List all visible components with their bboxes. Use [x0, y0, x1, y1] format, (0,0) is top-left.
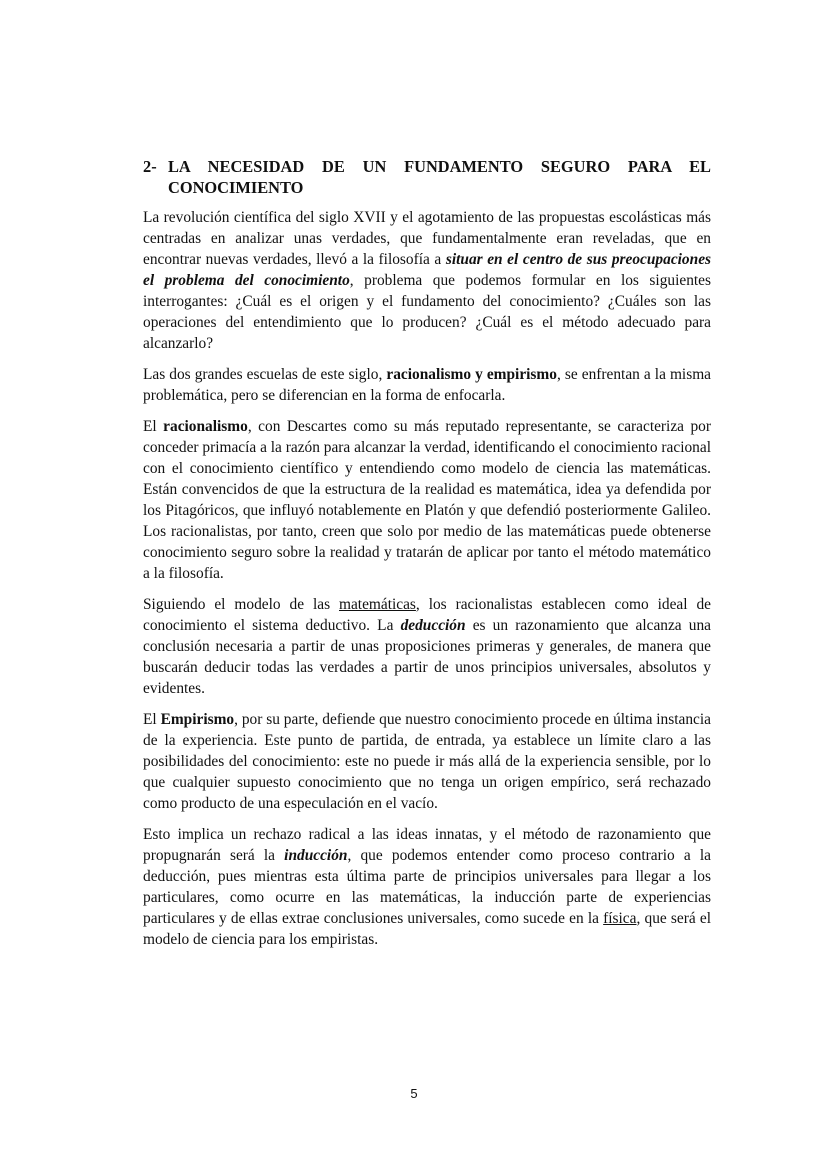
text-run: Esto implica un rechazo radical a las ideas innatas, y el método de razonamiento que propugnarán será la: [143, 826, 711, 864]
text-run: Siguiendo el modelo de las: [143, 596, 339, 613]
section-heading: [143, 156, 711, 198]
paragraph-empiricism: [143, 709, 711, 814]
bold-text: racionalismo: [163, 418, 248, 435]
underlined-link-fisica[interactable]: física: [603, 910, 637, 927]
text-run: Las dos grandes escuelas de este siglo,: [143, 366, 387, 383]
text-run: , se enfrentan a la misma problemática, pero se diferencian en la forma de enfocarla.: [143, 366, 711, 404]
text-run: El: [143, 711, 161, 728]
page-number: 5: [410, 1086, 418, 1101]
text-run: , los racionalistas establecen como ideal de conocimiento el sistema deductivo. La: [143, 596, 711, 634]
text-run: , que será el modelo de ciencia para los empiristas.: [143, 910, 711, 948]
text-run: , que podemos entender como proceso contrario a la deducción, pues mientras esta última parte de principios universales para llegar a los particulares, como ocurre en las matemáticas, la inducción parte de experiencias particulares y de ellas extrae conclusiones universales, como sucede en la: [143, 847, 711, 927]
paragraph-schools: [143, 364, 711, 406]
emphasis-text: inducción: [284, 847, 348, 864]
text-run: es un razonamiento que alcanza una conclusión necesaria a partir de unas proposiciones primeras y generales, de manera que buscarán deducir todas las verdades a partir de unos principios universales, absolutos y evidentes.: [143, 617, 711, 697]
paragraph-deduction: [143, 594, 711, 699]
text-run: , por su parte, defiende que nuestro conocimiento procede en última instancia de la experiencia. Este punto de partida, de entrada, ya establece un límite claro a las posibilidades del conocimiento: este no puede ir más allá de la experiencia sensible, por lo que cualquier supuesto conocimiento que no tenga un origen empírico, será rechazado como producto de una especulación en el vacío.: [143, 711, 711, 812]
section-title: LA NECESIDAD DE UN FUNDAMENTO SEGURO PARA EL CONOCIMIENTO: [168, 157, 711, 197]
text-run: El: [143, 418, 164, 435]
underlined-link-matematicas[interactable]: matemáticas: [339, 596, 416, 613]
text-run: , problema que podemos formular en los siguientes interrogantes: ¿Cuál es el origen y el fundamento del conocimiento? ¿Cuáles son las operaciones del entendimiento que lo producen? ¿Cuál es el método adecuado para alcanzarlo?: [143, 272, 711, 352]
emphasis-text: deducción: [400, 617, 466, 634]
text-run: , con Descartes como su más reputado representante, se caracteriza por conceder primacía a la razón para alcanzar la verdad, identificando el conocimiento racional con el conocimiento científico y entendiendo como modelo de ciencia las matemáticas. Están convencidos de que la estructura de la realidad es matemática, idea ya defendida por los Pitagóricos, que influyó notablemente en Platón y que defendió posteriormente Galileo. Los racionalistas, por tanto, creen que solo por medio de las matemáticas puede obtenerse conocimiento seguro sobre la realidad y tratarán de aplicar por tanto el método matemático a la filosofía.: [143, 418, 711, 582]
bold-text: racionalismo y empirismo: [386, 366, 557, 383]
paragraph-intro: [143, 207, 711, 354]
section-number: 2-: [143, 157, 157, 176]
paragraph-induction: [143, 824, 711, 950]
emphasis-text: situar en el centro de sus preocupaciones el problema del conocimiento: [143, 251, 712, 289]
paragraph-rationalism: [143, 416, 711, 584]
document-page: [143, 156, 711, 960]
bold-text: Empirismo: [160, 711, 235, 728]
text-run: La revolución científica del siglo XVII y el agotamiento de las propuestas escolásticas más centradas en analizar unas verdades, que fundamentalmente eran reveladas, que en encontrar nuevas verdades, llevó a la filosofía a: [143, 209, 711, 268]
